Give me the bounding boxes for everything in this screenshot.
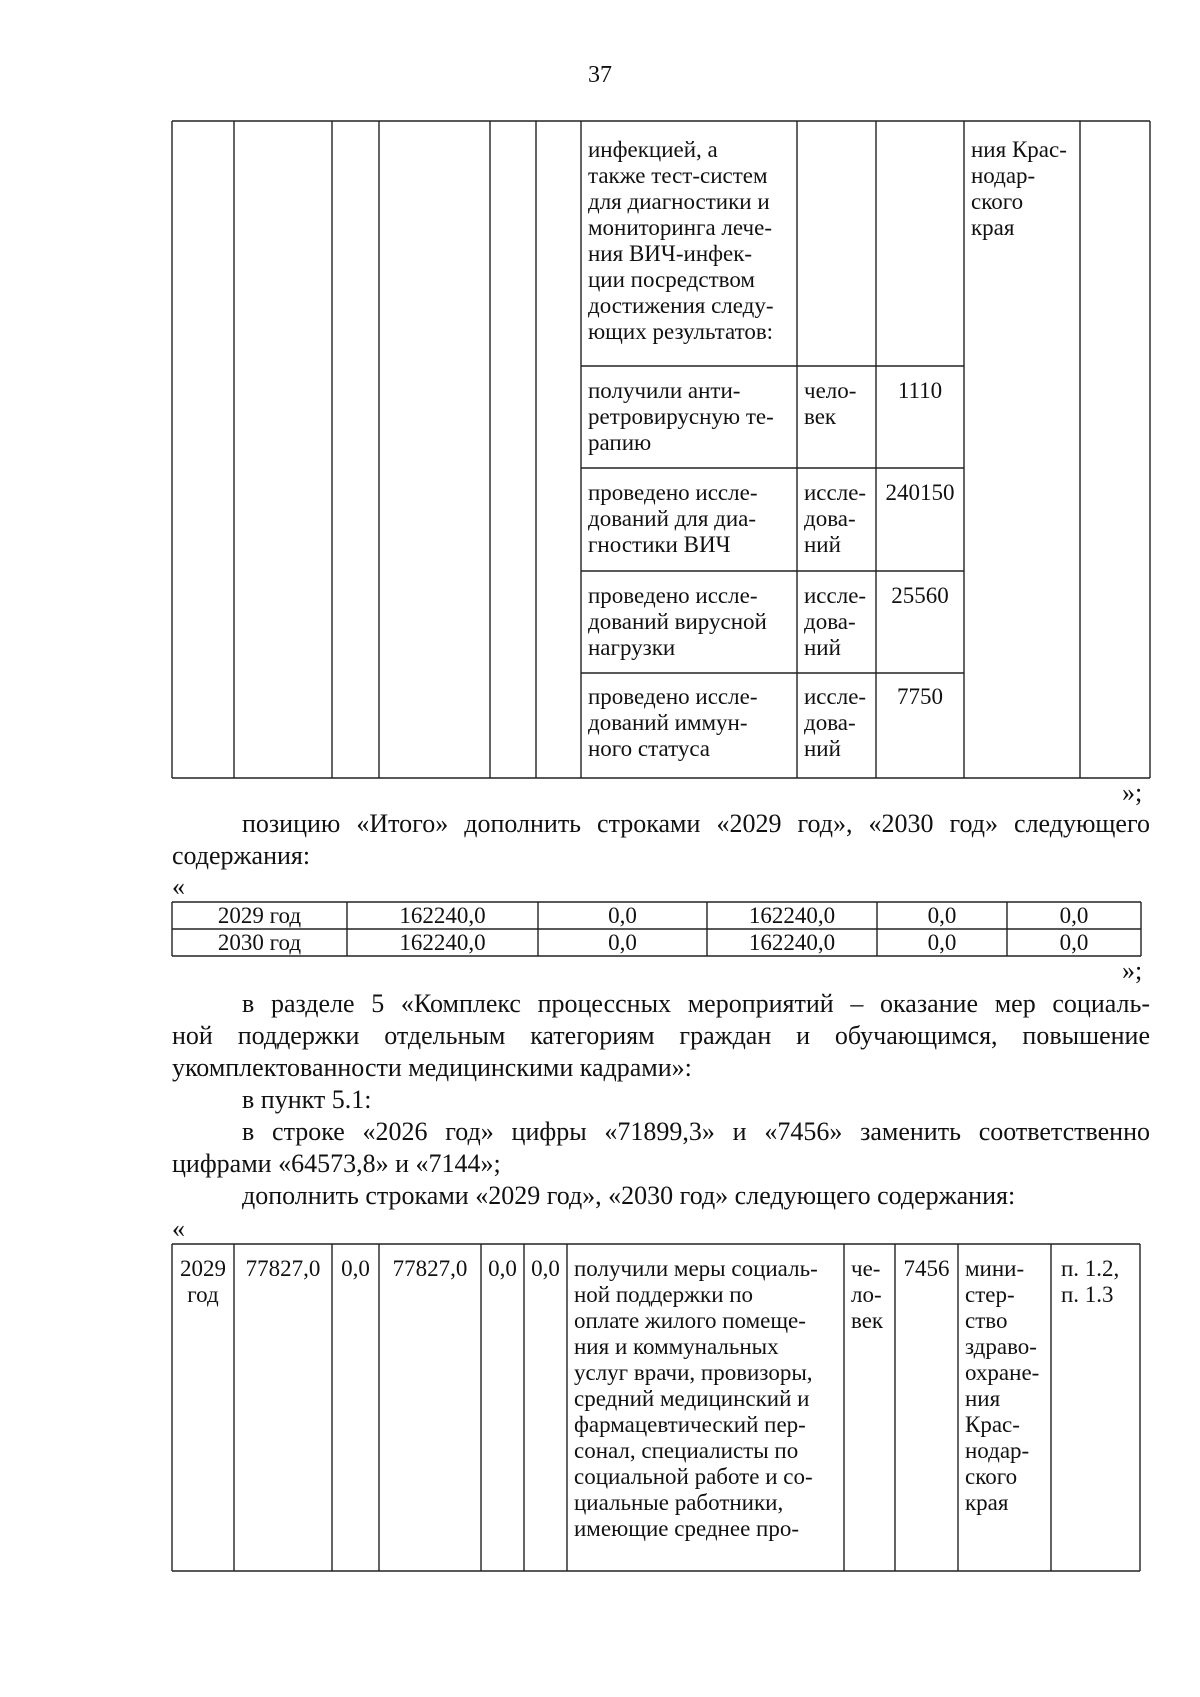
table2-row1-c2: 0,0 [608,903,637,928]
para-itogo-line2: содержания: [172,841,311,870]
table1-close-quote: »; [1122,778,1143,807]
table3-indicator: получили меры социаль- ной поддержки по оплате жилого помеще- ния и коммунальных услуг врачи, провизоры, средний медицинский и фармацевтический пер- сонал, специалисты по социальной работе и со- циальные работники, имеющие среднее про- [574,1256,818,1541]
table1-row4-indicator: проведено иссле- дований иммун- ного статуса [588,684,758,761]
table1-row3-value: 25560 [891,583,949,608]
table3-value: 7456 [903,1256,950,1281]
page-number: 37 [588,62,612,88]
table3-c1: 77827,0 [245,1256,321,1281]
table2-row2-c5: 0,0 [1059,930,1089,955]
table2-row2-c3: 162240,0 [748,930,836,955]
table2-row2-c1: 162240,0 [399,930,486,955]
table2-row1-c3: 162240,0 [748,903,836,928]
open-quote-2: « [172,1214,185,1243]
table1-row2-value: 240150 [885,480,955,505]
table1-description-top: инфекцией, а также тест-систем для диагностики и мониторинга лече- ния ВИЧ-инфек- ции посредством достижения следу- ющих результатов: [588,137,774,344]
table2-row1-year: 2029 год [217,903,302,928]
table2-row2-c2: 0,0 [608,930,637,955]
table3-responsible: мини- стер- ство здраво- охране- ния Крас- нодар- ского края [965,1256,1040,1515]
para-2026-line1: в строке «2026 год» цифры «71899,3» и «7456» заменить соответственно [242,1117,1150,1146]
table3-reference: п. 1.2, п. 1.3 [1061,1256,1120,1307]
table3-c3: 77827,0 [392,1256,468,1281]
table1-row1-unit: чело- век [804,378,857,429]
table2-row1-c5: 0,0 [1059,903,1089,928]
table2-row1-c4: 0,0 [927,903,957,928]
para-point51: в пункт 5.1: [242,1085,372,1114]
table2-close-quote: »; [1122,956,1143,985]
table3-year: 2029 год [180,1256,226,1307]
table2-row2-c4: 0,0 [927,930,957,955]
open-quote-1: « [172,872,185,901]
table1-responsible-tail: ния Крас- нодар- ского края [971,137,1067,240]
table3-c4: 0,0 [488,1256,517,1281]
table1-row1-value: 1110 [897,378,943,403]
para-section5-line2: ной поддержки отдельным категориям граждан и обучающимся, повышение [172,1021,1150,1050]
para-add-rows: дополнить строками «2029 год», «2030 год» следующего содержания: [242,1181,1016,1210]
table2-row2-year: 2030 год [217,930,302,955]
table3-c2: 0,0 [341,1256,370,1281]
table3-c5: 0,0 [531,1256,560,1281]
table3-unit: че- ло- век [851,1256,884,1333]
para-section5-line1: в разделе 5 «Комплекс процессных мероприятий – оказание мер социаль- [242,989,1150,1018]
para-section5-line3: укомплектованности медицинскими кадрами»: [172,1053,692,1082]
table2-row1-c1: 162240,0 [399,903,486,928]
table1-row2-indicator: проведено иссле- дований для диа- гностики ВИЧ [588,480,758,557]
table1-row1-indicator: получили анти- ретровирусную те- рапию [588,378,774,455]
table1-row2-unit: иссле- дова- ний [804,480,867,557]
para-itogo-line1: позицию «Итого» дополнить строками «2029 год», «2030 год» следующего [242,809,1150,838]
para-2026-line2: цифрами «64573,8» и «7144»; [172,1149,501,1178]
table1-row3-indicator: проведено иссле- дований вирусной нагрузки [588,583,767,660]
table1-row3-unit: иссле- дова- ний [804,583,867,660]
table1-row4-value: 7750 [897,684,943,709]
table1-row4-unit: иссле- дова- ний [804,684,867,761]
